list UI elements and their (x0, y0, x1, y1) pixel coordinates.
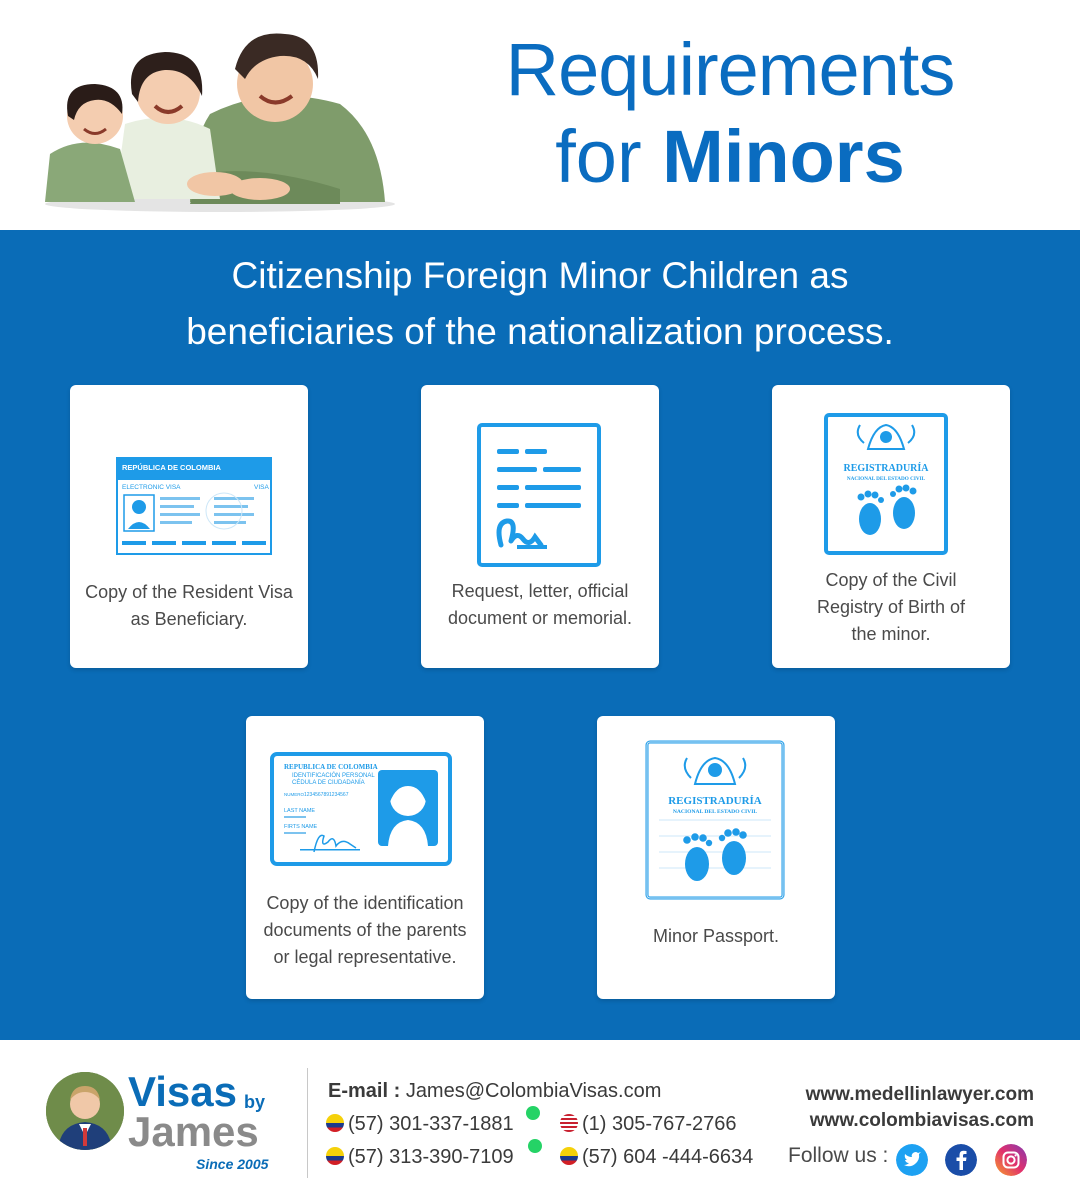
id-icon-country: REPUBLICA DE COLOMBIA (284, 763, 378, 771)
requirements-panel (0, 230, 1080, 1040)
james-portrait-icon (46, 1072, 124, 1150)
header (0, 0, 1080, 230)
requirement-card-minor-passport (597, 716, 835, 999)
title-for: for (555, 115, 642, 198)
requirement-text-request-letter (431, 578, 649, 632)
family-illustration (40, 24, 400, 214)
phone-number: (57) 301-337-1881 (348, 1113, 514, 1135)
card-1-line-2: as Beneficiary. (130, 609, 248, 629)
passport-icon-subtitle: NACIONAL DEL ESTADO CIVIL (672, 809, 758, 815)
requirement-text-resident-visa (80, 579, 298, 633)
page-title (430, 28, 1030, 202)
email-row (328, 1080, 661, 1103)
card-1-line-1: Copy of the Resident Visa (85, 582, 293, 602)
card-4-line-1: Copy of the identification (266, 893, 464, 913)
phone-number: (1) 305-767-2766 (582, 1113, 737, 1135)
id-icon-type: IDENTIFICACIÓN PERSONAL (292, 773, 375, 779)
twitter-icon[interactable] (896, 1144, 928, 1176)
instagram-icon[interactable] (995, 1144, 1027, 1176)
phone-row[interactable] (326, 1146, 514, 1169)
citizenship-id-card-icon (270, 752, 452, 866)
subtitle-line-1: Citizenship Foreign Minor Children as (231, 255, 849, 296)
phone-number: (57) 313-390-7109 (348, 1146, 514, 1168)
id-icon-last-name: LAST NAME (284, 808, 316, 814)
email-link[interactable]: James@ColombiaVisas.com (405, 1080, 662, 1102)
card-5-line-1: Minor Passport. (652, 926, 780, 946)
card-2-line-1: Request, letter, official (451, 581, 629, 601)
colombia-flag-icon (326, 1147, 344, 1165)
registry-passport-footprints-icon (645, 740, 785, 900)
visa-icon-label: VISA (254, 484, 269, 491)
card-4-line-3: or legal representative. (273, 947, 457, 967)
brand-james: James (128, 1108, 259, 1155)
subtitle-line-2: beneficiaries of the nationalization process. (186, 311, 894, 352)
website-link-medellinlawyer[interactable]: www.medellinlawyer.com (805, 1084, 1034, 1105)
requirement-card-parents-id (246, 716, 484, 999)
colombia-flag-icon (560, 1147, 578, 1165)
usa-flag-icon (560, 1114, 578, 1132)
card-3-line-2: Registry of Birth of (816, 597, 966, 617)
phone-row[interactable] (560, 1113, 737, 1136)
facebook-icon[interactable] (945, 1144, 977, 1176)
requirement-text-parents-id (256, 890, 474, 971)
signed-document-icon (477, 423, 601, 567)
id-icon-number: 1234567891234567 (304, 792, 349, 798)
card-3-line-3: the minor. (851, 624, 931, 644)
brand-visas: Visas (128, 1068, 237, 1115)
email-label: E-mail : (328, 1080, 401, 1102)
phone-row[interactable] (560, 1146, 753, 1169)
avatar (46, 1072, 124, 1150)
passport-icon-title: REGISTRADURÍA (668, 795, 762, 807)
brand-since: Since 2005 (196, 1156, 269, 1172)
id-icon-first-name: FIRTS NAME (284, 824, 318, 830)
colombia-flag-icon (326, 1114, 344, 1132)
title-line-2 (430, 112, 1030, 202)
title-line-1: Requirements (505, 28, 955, 111)
requirement-card-request-letter (421, 385, 659, 668)
footer (0, 1040, 1080, 1198)
registry-icon-subtitle: NACIONAL DEL ESTADO CIVIL (846, 476, 926, 482)
requirement-card-birth-registry (772, 385, 1010, 668)
visa-icon-country: REPÚBLICA DE COLOMBIA (122, 463, 221, 472)
visa-icon-type: ELECTRONIC VISA (122, 484, 181, 491)
phone-row[interactable] (326, 1113, 514, 1136)
phone-number: (57) 604 -444-6634 (582, 1146, 754, 1168)
id-icon-document: CÉDULA DE CIUDADANÍA (292, 780, 365, 786)
footer-divider (307, 1068, 308, 1178)
registry-icon-title: REGISTRADURÍA (843, 463, 929, 474)
brand-by: by (244, 1092, 266, 1112)
resident-visa-card-icon (116, 457, 272, 555)
whatsapp-icon[interactable] (528, 1139, 542, 1153)
website-link-colombiavisas[interactable]: www.colombiavisas.com (809, 1110, 1034, 1131)
card-2-line-2: document or memorial. (447, 608, 633, 628)
panel-subtitle (0, 248, 1080, 360)
whatsapp-icon[interactable] (526, 1106, 540, 1120)
birth-registry-footprints-icon (824, 413, 948, 555)
card-3-line-1: Copy of the Civil (825, 570, 957, 590)
title-minors: Minors (662, 115, 905, 198)
requirement-card-resident-visa (70, 385, 308, 668)
id-icon-number-label: NUMERO (284, 792, 304, 797)
requirement-text-minor-passport (607, 923, 825, 950)
requirement-text-birth-registry (782, 567, 1000, 648)
card-4-line-2: documents of the parents (263, 920, 467, 940)
follow-label: Follow us : (788, 1144, 889, 1167)
